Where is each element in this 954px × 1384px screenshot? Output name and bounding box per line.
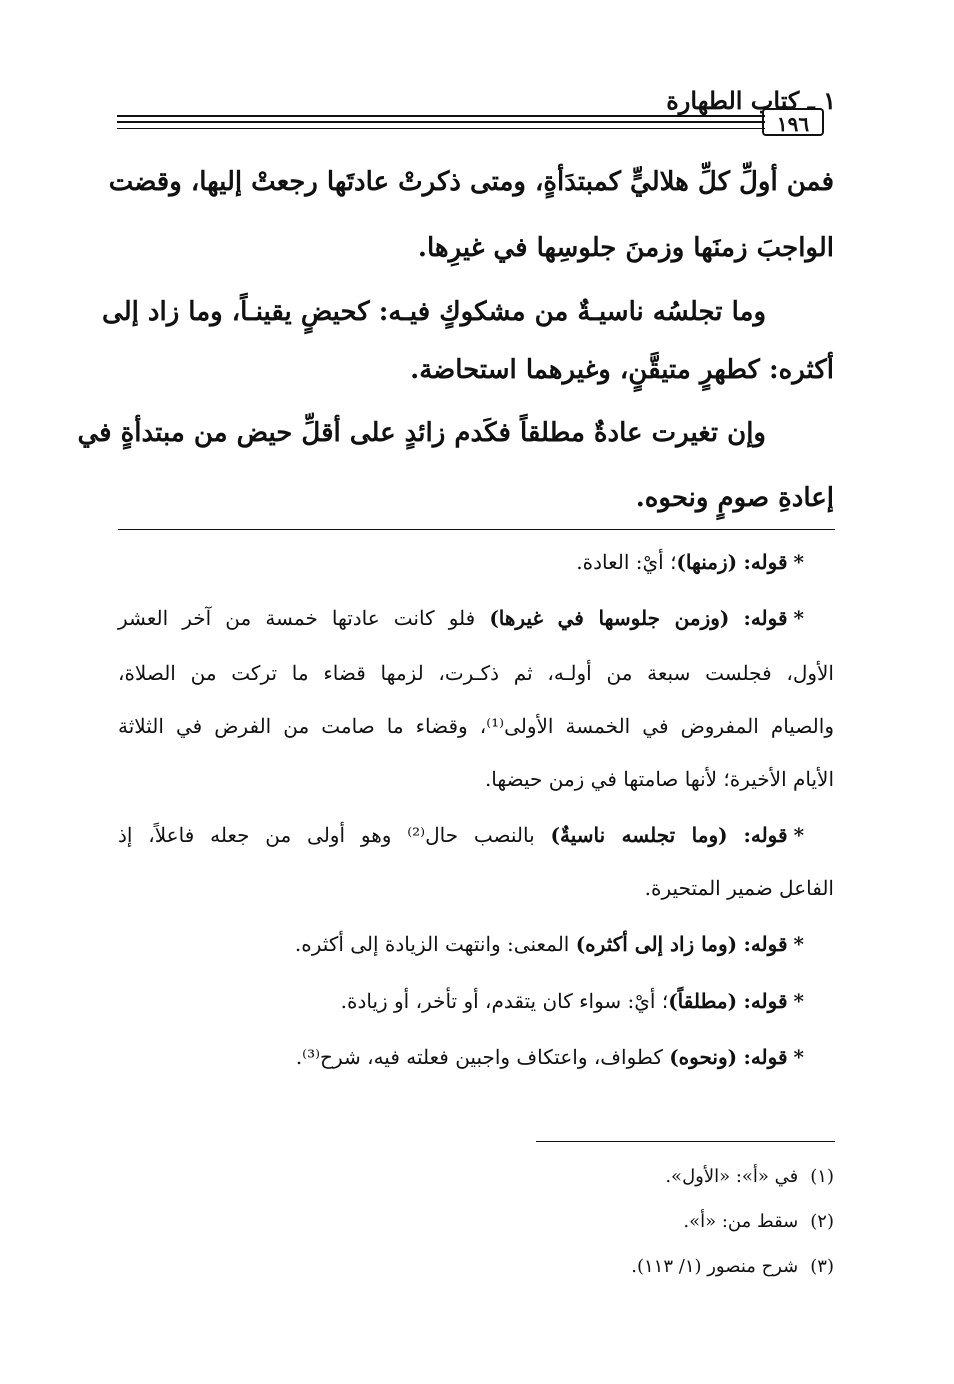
qawluhu-label: قوله: [743,932,788,956]
section-divider [118,529,835,530]
matn-line: أكثره: كطهرٍ متيقَّنٍ، وغيرهما استحاضة. [410,355,834,385]
matn-line: وإن تغيرت عادةٌ مطلقاً فكَدم زائدٍ على أقلِّ حيض من مبتدأةٍ في [77,418,766,448]
commentary-text: ؛ أيْ: العادة. [576,550,677,574]
footnote-number: (٢) [810,1211,834,1232]
qawluhu-label: قوله: [743,1045,788,1069]
bullet-star: * [793,550,804,574]
commentary-line: الأول، فجلست سبعة من أولـه، ثم ذكـرت، لزمها قضاء ما تركت من الصلاة، [118,661,834,685]
commentary-line [118,544,804,580]
running-title: ١ ـ كتاب الطهارة [666,86,836,115]
commentary-text: بالنصب حال⁽²⁾ وهو أولى من جعله فاعلاً، إذ [118,823,551,847]
lemma: (وزمن جلوسها في غيرها) [489,606,730,630]
lemma: (وما تجلسه ناسيةٌ) [550,823,728,847]
footnote [631,1252,834,1282]
matn-line: إعادةِ صومٍ ونحوه. [635,483,834,513]
header-rule [117,115,765,117]
qawluhu-label: قوله: [743,606,788,630]
commentary-text: كطواف، واعتكاف واجبين فعلته فيه، شرح⁽³⁾. [295,1045,670,1069]
footnote-rule [536,1141,835,1142]
page-number: ١٩٦ [762,108,824,136]
bullet-star: * [793,823,805,847]
commentary-line: الفاعل ضمير المتحيرة. [644,876,834,900]
footnote [683,1207,834,1237]
footnote-text: شرح منصور (١/ ١١٣). [631,1256,799,1277]
bullet-star: * [793,1045,804,1069]
commentary-text: ؛ أيْ: سواء كان يتقدم، أو تأخر، أو زيادة. [340,989,669,1013]
bullet-star: * [793,989,804,1013]
header-rule [117,128,765,129]
commentary-line [118,1039,804,1075]
header-rule [117,121,765,123]
commentary-text: المعنى: وانتهت الزيادة إلى أكثره. [294,932,576,956]
qawluhu-label: قوله: [743,550,788,574]
qawluhu-label: قوله: [743,989,788,1013]
commentary-text: فلو كانت عادتها خمسة من آخر العشر [118,606,490,630]
footnote [665,1162,834,1192]
lemma: (مطلقاً) [668,989,738,1013]
bullet-star: * [793,932,804,956]
commentary-line: الأيام الأخيرة؛ لأنها صامتها في زمن حيضها. [484,767,834,791]
commentary-line [118,817,804,853]
commentary-line [118,983,804,1019]
lemma: (ونحوه) [669,1045,738,1069]
commentary-line [118,926,804,962]
footnote-text: سقط من: «أ». [683,1211,799,1232]
footnote-text: في «أ»: «الأول». [665,1166,799,1187]
bullet-star: * [793,606,805,630]
matn-line: وما تجلسُه ناسيـةٌ من مشكوكٍ فيـه: كحيضٍ يقينـاً، وما زاد إلى [102,297,766,327]
qawluhu-label: قوله: [743,823,788,847]
matn-line: الواجبَ زمنَها وزمنَ جلوسِها في غيرِها. [417,233,834,263]
footnote-number: (١) [810,1166,834,1187]
lemma: (وما زاد إلى أكثره) [575,932,738,956]
matn-line: فمن أولِّ كلِّ هلاليٍّ كمبتدَأةٍ، ومتى ذكرتْ عادتَها رجعتْ إليها، وقضت [108,167,834,197]
commentary-line: والصيام المفروض في الخمسة الأولى⁽¹⁾، وقضاء ما صامت من الفرض في الثلاثة [118,714,834,738]
footnote-number: (٣) [810,1256,834,1277]
commentary-line [118,600,804,636]
lemma: (زمنها) [676,550,738,574]
